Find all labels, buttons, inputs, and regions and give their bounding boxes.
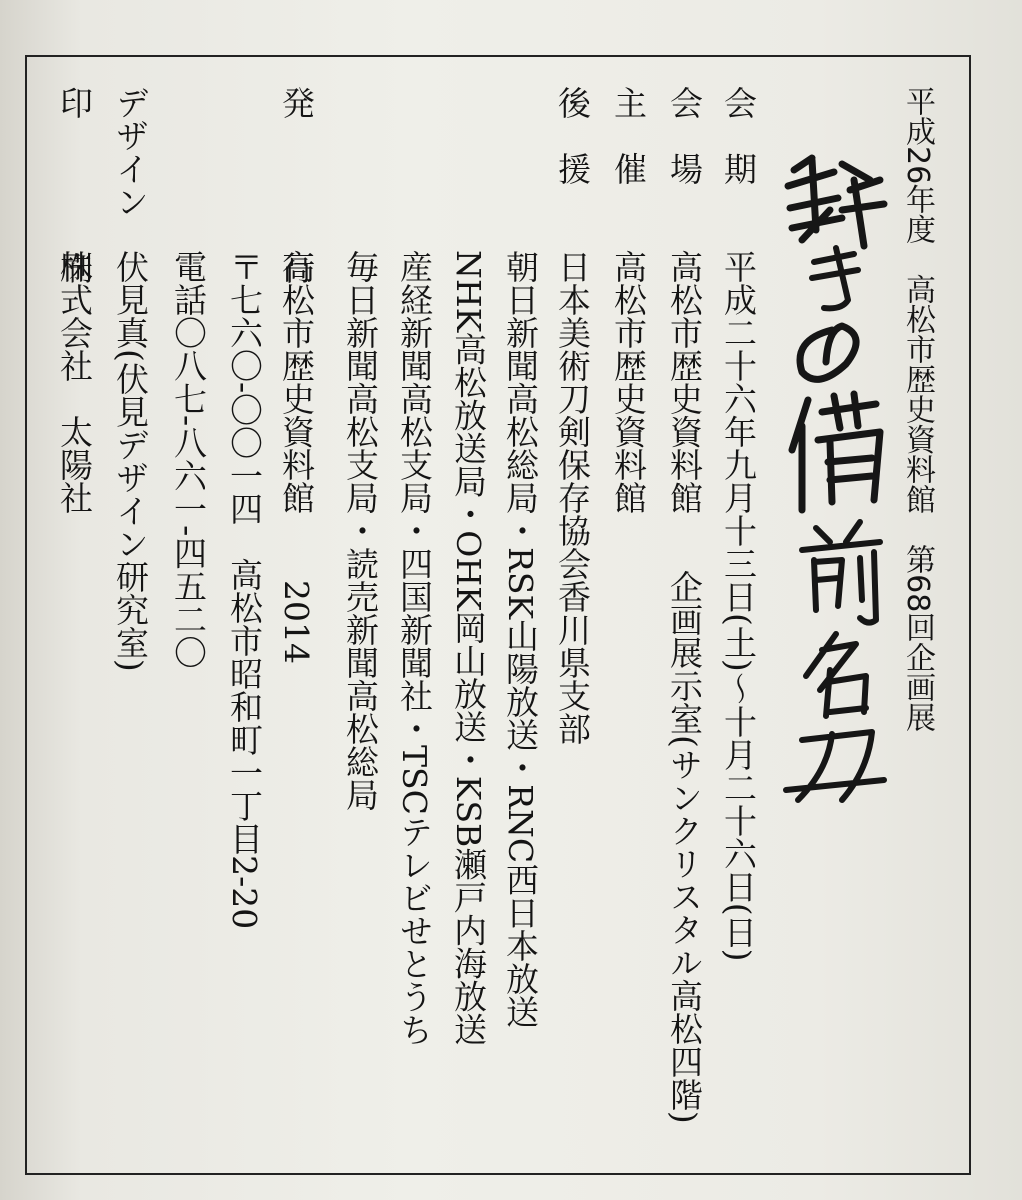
publisher-line: 高松市歴史資料館 2014 xyxy=(277,250,316,664)
value-design: 伏見真(伏見デザイン研究室) xyxy=(111,250,150,672)
supporter-line: NHK高松放送局・OHK岡山放送・KSB瀬戸内海放送 xyxy=(449,250,488,1046)
supporter-line: 日本美術刀剣保存協会香川県支部 xyxy=(553,250,592,745)
publisher-line: 電話〇八七-八六一-四五二〇 xyxy=(169,250,208,669)
exhibition-title-calligraphy xyxy=(772,150,892,810)
publisher-line: 〒七六〇-〇〇一四 高松市昭和町一丁目2-20 xyxy=(225,250,264,930)
label-publisher: 発 行 xyxy=(277,86,316,306)
value-printing: 株式会社 太陽社 xyxy=(55,250,94,514)
supporter-line: 産経新聞高松支局・四国新聞社・TSCテレビせとうち xyxy=(395,250,434,1046)
label-supporters: 後 援 xyxy=(553,86,592,185)
supporter-line: 朝日新聞高松総局・RSK山陽放送・RNC西日本放送 xyxy=(501,250,540,1029)
label-organizer: 主 催 xyxy=(609,86,648,185)
label-printing: 印 刷 xyxy=(55,86,94,306)
value-venue-room: 企画展示室(サンクリスタル高松四階) xyxy=(665,570,704,1124)
value-venue-name: 高松市歴史資料館 xyxy=(665,250,704,514)
label-design: デザイン xyxy=(111,86,150,218)
label-venue: 会 場 xyxy=(665,86,704,185)
label-period: 会 期 xyxy=(719,86,758,185)
exhibition-series-line: 平成26年度 高松市歴史資料館 第68回企画展 xyxy=(900,86,935,733)
supporter-line: 毎日新聞高松支局・読売新聞高松総局 xyxy=(341,250,380,811)
value-organizer: 高松市歴史資料館 xyxy=(609,250,648,514)
value-period: 平成二十六年九月十三日(土)～十月二十六日(日) xyxy=(719,250,758,962)
